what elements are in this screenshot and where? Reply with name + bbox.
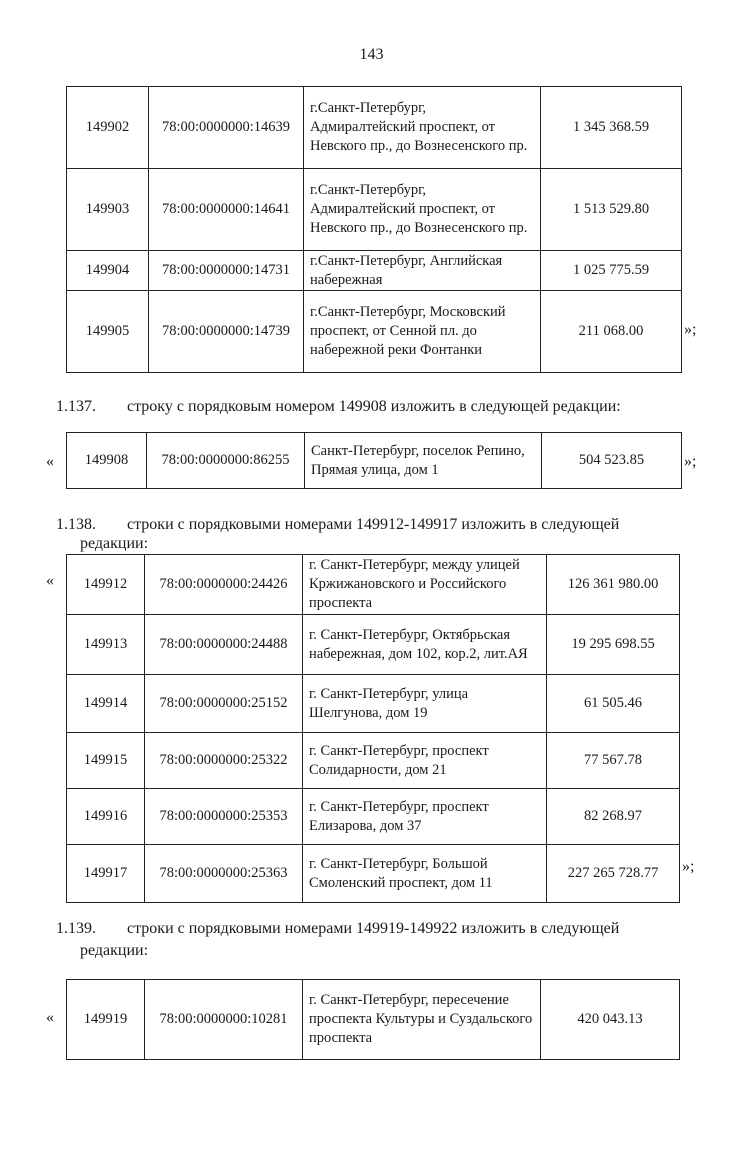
cadastral-number: 78:00:0000000:14731 <box>149 251 304 291</box>
cadastral-number: 78:00:0000000:14739 <box>149 291 304 373</box>
item-number: 1.137. <box>56 398 96 415</box>
value: 211 068.00 <box>541 291 682 373</box>
row-number: 149908 <box>67 433 147 489</box>
address: г. Санкт-Петербург, улица Шелгунова, дом 19 <box>303 675 547 733</box>
cadastral-number: 78:00:0000000:25152 <box>145 675 303 733</box>
item-text: строки с порядковыми номерами 149912-149917 изложить в следующей <box>127 516 620 533</box>
open-quote: « <box>46 1009 54 1026</box>
value: 1 025 775.59 <box>541 251 682 291</box>
address: г.Санкт-Петербург, Адмиралтейский проспект, от Невского пр., до Вознесенского пр. <box>304 87 541 169</box>
row-number: 149902 <box>67 87 149 169</box>
cadastral-number: 78:00:0000000:25353 <box>145 789 303 845</box>
open-quote: « <box>46 572 54 589</box>
value: 227 265 728.77 <box>547 845 680 903</box>
cadastral-number: 78:00:0000000:24488 <box>145 615 303 675</box>
table-block-3 <box>66 554 680 903</box>
item-number: 1.139. <box>56 920 96 937</box>
page-number: 143 <box>359 46 384 63</box>
table-block-1 <box>66 86 682 373</box>
close-quote: »; <box>684 321 697 338</box>
cadastral-number: 78:00:0000000:25322 <box>145 733 303 789</box>
row-number: 149916 <box>67 789 145 845</box>
value: 82 268.97 <box>547 789 680 845</box>
address: г.Санкт-Петербург, Английская набережная <box>304 251 541 291</box>
item-number: 1.138. <box>56 516 96 533</box>
value: 1 345 368.59 <box>541 87 682 169</box>
row-number: 149904 <box>67 251 149 291</box>
close-quote: »; <box>682 858 695 875</box>
address: г. Санкт-Петербург, проспект Солидарности, дом 21 <box>303 733 547 789</box>
open-quote: « <box>46 453 54 470</box>
table-row <box>67 251 682 291</box>
row-number: 149905 <box>67 291 149 373</box>
row-number: 149914 <box>67 675 145 733</box>
row-number: 149919 <box>67 980 145 1060</box>
value: 420 043.13 <box>541 980 680 1060</box>
table-row <box>67 555 680 615</box>
close-quote: »; <box>684 453 697 470</box>
value: 61 505.46 <box>547 675 680 733</box>
table-row <box>67 433 682 489</box>
table-row <box>67 733 680 789</box>
address: Санкт-Петербург, поселок Репино, Прямая улица, дом 1 <box>305 433 542 489</box>
address: г. Санкт-Петербург, между улицей Кржижановского и Российского проспекта <box>303 555 547 615</box>
row-number: 149917 <box>67 845 145 903</box>
row-number: 149912 <box>67 555 145 615</box>
row-number: 149913 <box>67 615 145 675</box>
cadastral-number: 78:00:0000000:25363 <box>145 845 303 903</box>
address: г.Санкт-Петербург, Московский проспект, от Сенной пл. до набережной реки Фонтанки <box>304 291 541 373</box>
row-number: 149915 <box>67 733 145 789</box>
table-row <box>67 291 682 373</box>
item-text: строки с порядковыми номерами 149919-149922 изложить в следующей <box>127 920 620 937</box>
address: г. Санкт-Петербург, проспект Елизарова, дом 37 <box>303 789 547 845</box>
table-row <box>67 980 680 1060</box>
table-row <box>67 615 680 675</box>
item-text: строку с порядковым номером 149908 изложить в следующей редакции: <box>127 398 621 415</box>
row-number: 149903 <box>67 169 149 251</box>
value: 126 361 980.00 <box>547 555 680 615</box>
table-row <box>67 87 682 169</box>
table-block-4 <box>66 979 680 1060</box>
value: 1 513 529.80 <box>541 169 682 251</box>
value: 19 295 698.55 <box>547 615 680 675</box>
table-block-2 <box>66 432 682 489</box>
cadastral-number: 78:00:0000000:24426 <box>145 555 303 615</box>
cadastral-number: 78:00:0000000:14641 <box>149 169 304 251</box>
table-row <box>67 169 682 251</box>
cadastral-number: 78:00:0000000:10281 <box>145 980 303 1060</box>
item-text-continued: редакции: <box>80 942 149 959</box>
table-row <box>67 675 680 733</box>
address: г. Санкт-Петербург, пересечение проспекта Культуры и Суздальского проспекта <box>303 980 541 1060</box>
table-row <box>67 845 680 903</box>
item-text-continued: редакции: <box>80 535 149 552</box>
cadastral-number: 78:00:0000000:86255 <box>147 433 305 489</box>
table-row <box>67 789 680 845</box>
value: 504 523.85 <box>542 433 682 489</box>
address: г.Санкт-Петербург, Адмиралтейский проспект, от Невского пр., до Вознесенского пр. <box>304 169 541 251</box>
address: г. Санкт-Петербург, Большой Смоленский проспект, дом 11 <box>303 845 547 903</box>
cadastral-number: 78:00:0000000:14639 <box>149 87 304 169</box>
value: 77 567.78 <box>547 733 680 789</box>
address: г. Санкт-Петербург, Октябрьская набережная, дом 102, кор.2, лит.АЯ <box>303 615 547 675</box>
